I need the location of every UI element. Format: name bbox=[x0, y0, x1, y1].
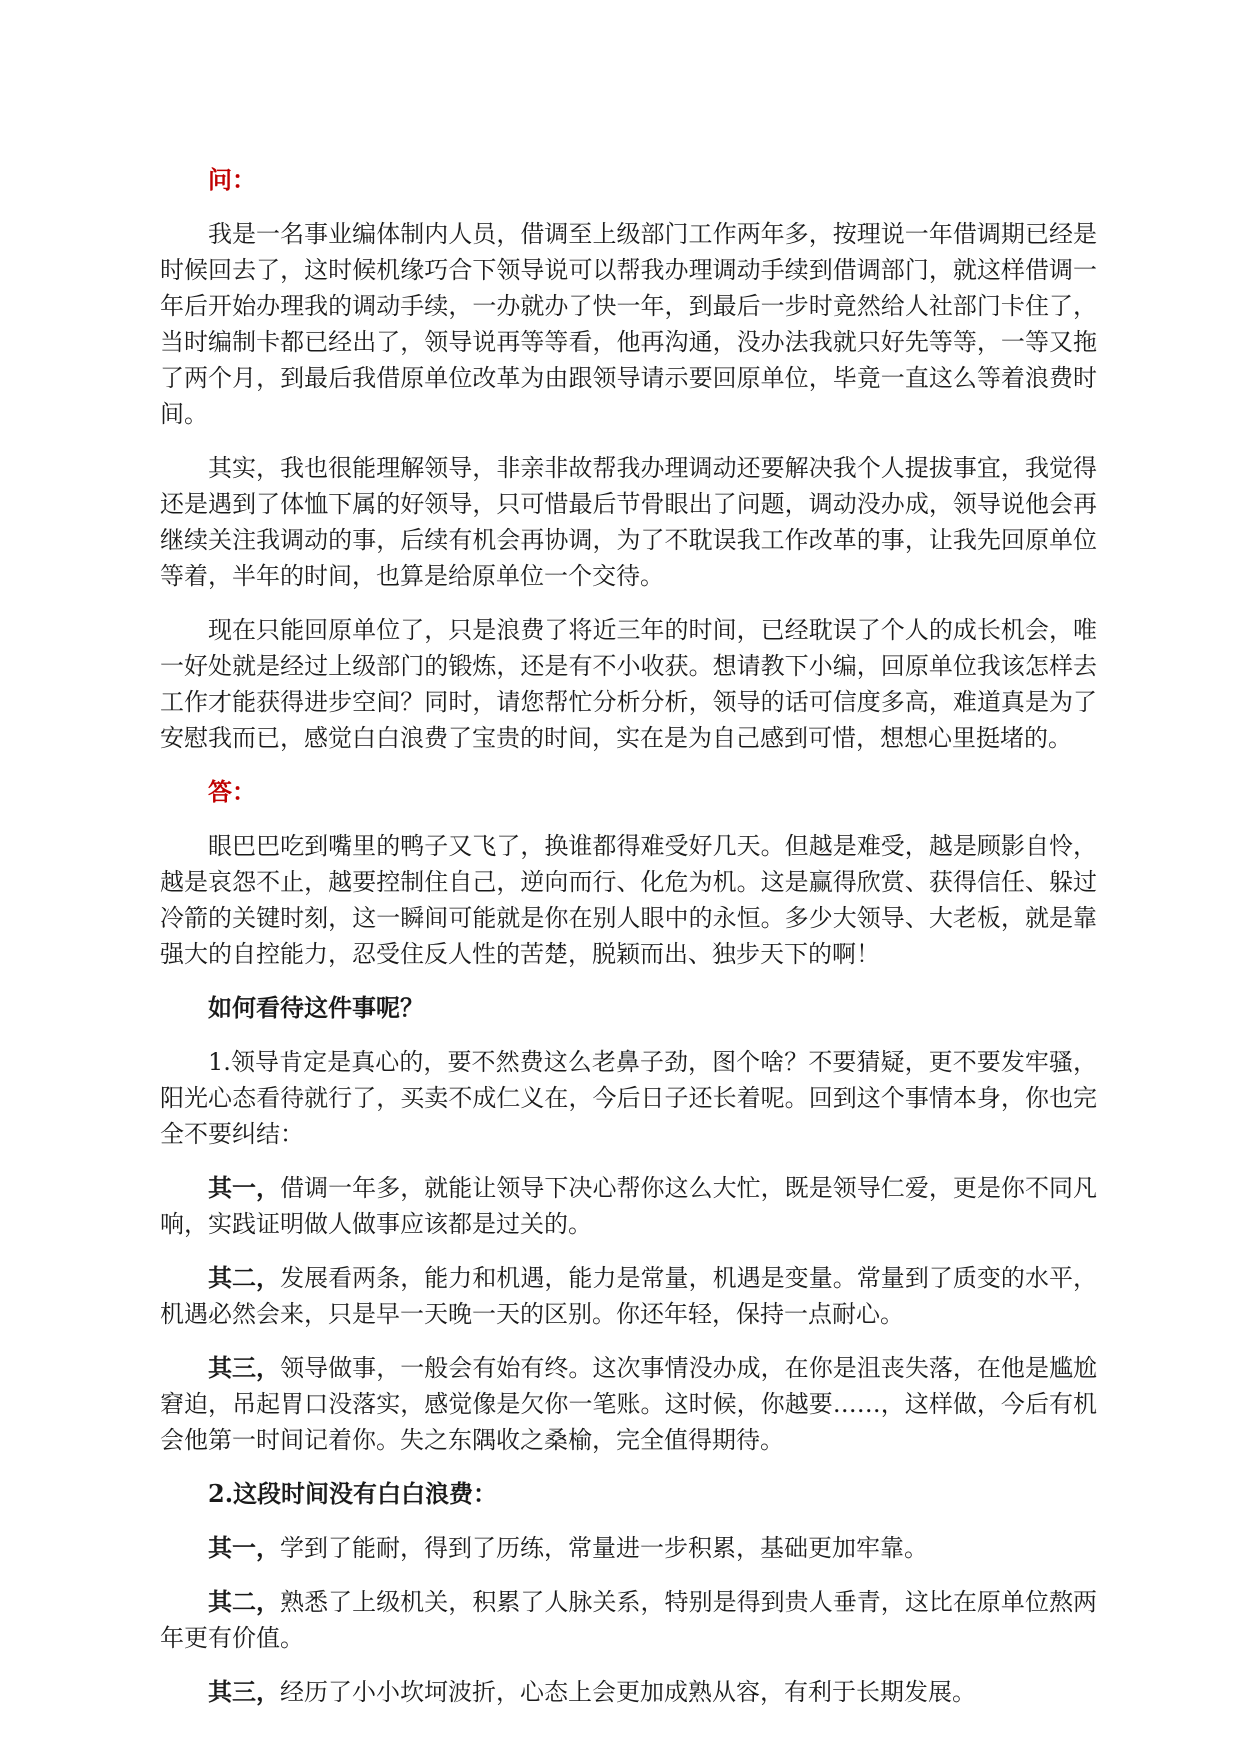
answer-label bbox=[160, 774, 1097, 810]
point-1-item-2 bbox=[160, 1260, 1097, 1332]
question-paragraph-3: 现在只能回原单位了，只是浪费了将近三年的时间，已经耽误了个人的成长机会，唯一好处就是经过上级部门的锻炼，还是有不小收获。想请教下小编，回原单位我该怎样去工作才能获得进步空间？同时，请您帮忙分析分析，领导的话可信度多高，难道真是为了安慰我而已，感觉白白浪费了宝贵的时间，实在是为自己感到可惜，想想心里挺堵的。 bbox=[160, 616, 1097, 752]
point-1-item-3 bbox=[160, 1350, 1097, 1458]
answer-intro-paragraph: 眼巴巴吃到嘴里的鸭子又飞了，换谁都得难受好几天。但越是难受，越是顾影自怜，越是哀怨不止，越要控制住自己，逆向而行、化危为机。这是赢得欣赏、获得信任、躲过冷箭的关键时刻，这一瞬间可能就是你在别人眼中的永恒。多少大领导、大老板，就是靠强大的自控能力，忍受住反人性的苦楚，脱颖而出、独步天下的啊！ bbox=[160, 832, 1097, 968]
item-text: 借调一年多，就能让领导下决心帮你这么大忙，既是领导仁爱，更是你不同凡响，实践证明做人做事应该都是过关的。 bbox=[160, 1174, 1098, 1238]
item-lead: 其三， bbox=[208, 1677, 280, 1706]
item-lead: 其二， bbox=[208, 1263, 281, 1292]
point-2-item-2 bbox=[160, 1584, 1097, 1656]
item-text: 熟悉了上级机关，积累了人脉关系，特别是得到贵人垂青，这比在原单位熬两年更有价值。 bbox=[160, 1588, 1098, 1652]
item-lead: 其一， bbox=[208, 1173, 281, 1202]
question-paragraph-1: 我是一名事业编体制内人员，借调至上级部门工作两年多，按理说一年借调期已经是时候回去了，这时候机缘巧合下领导说可以帮我办理调动手续到借调部门，就这样借调一年后开始办理我的调动手续，一办就办了快一年，到最后一步时竟然给人社部门卡住了，当时编制卡都已经出了，领导说再等等看，他再沟通，没办法我就只好先等等，一等又拖了两个月，到最后我借原单位改革为由跟领导请示要回原单位，毕竟一直这么等着浪费时间。 bbox=[160, 220, 1097, 428]
item-text: 学到了能耐，得到了历练，常量进一步积累，基础更加牢靠。 bbox=[280, 1534, 928, 1562]
point-2-item-1 bbox=[160, 1530, 1097, 1566]
item-lead: 其一， bbox=[208, 1533, 280, 1562]
point-1-intro: 1.领导肯定是真心的，要不然费这么老鼻子劲，图个啥？不要猜疑，更不要发牢骚，阳光心态看待就行了，买卖不成仁义在，今后日子还长着呢。回到这个事情本身，你也完全不要纠结： bbox=[160, 1048, 1097, 1148]
document-body bbox=[160, 162, 1097, 1728]
question-paragraph-2: 其实，我也很能理解领导，非亲非故帮我办理调动还要解决我个人提拔事宜，我觉得还是遇到了体恤下属的好领导，只可惜最后节骨眼出了问题，调动没办成，领导说他会再继续关注我调动的事，后续有机会再协调，为了不耽误我工作改革的事，让我先回原单位等着，半年的时间，也算是给原单位一个交待。 bbox=[160, 454, 1097, 590]
point-2-item-3 bbox=[160, 1674, 1097, 1710]
question-label-text: 问： bbox=[208, 165, 256, 194]
item-lead: 其二， bbox=[208, 1587, 281, 1616]
item-text: 领导做事，一般会有始有终。这次事情没办成，在你是沮丧失落，在他是尴尬窘迫，吊起胃口没落实，感觉像是欠你一笔账。这时候，你越要……，这样做，今后有机会他第一时间记着你。失之东隅收之桑榆，完全值得期待。 bbox=[160, 1354, 1098, 1454]
item-text: 发展看两条，能力和机遇，能力是常量，机遇是变量。常量到了质变的水平，机遇必然会来，只是早一天晚一天的区别。你还年轻，保持一点耐心。 bbox=[160, 1264, 1098, 1328]
answer-label-text: 答： bbox=[208, 777, 256, 806]
section-heading-1: 如何看待这件事呢？ bbox=[208, 993, 424, 1022]
item-text: 经历了小小坎坷波折，心态上会更加成熟从容，有利于长期发展。 bbox=[280, 1678, 976, 1706]
point-1-item-1 bbox=[160, 1170, 1097, 1242]
item-lead: 其三， bbox=[208, 1353, 281, 1382]
section-heading-2: 2.这段时间没有白白浪费： bbox=[208, 1479, 498, 1508]
question-label bbox=[160, 162, 1097, 198]
